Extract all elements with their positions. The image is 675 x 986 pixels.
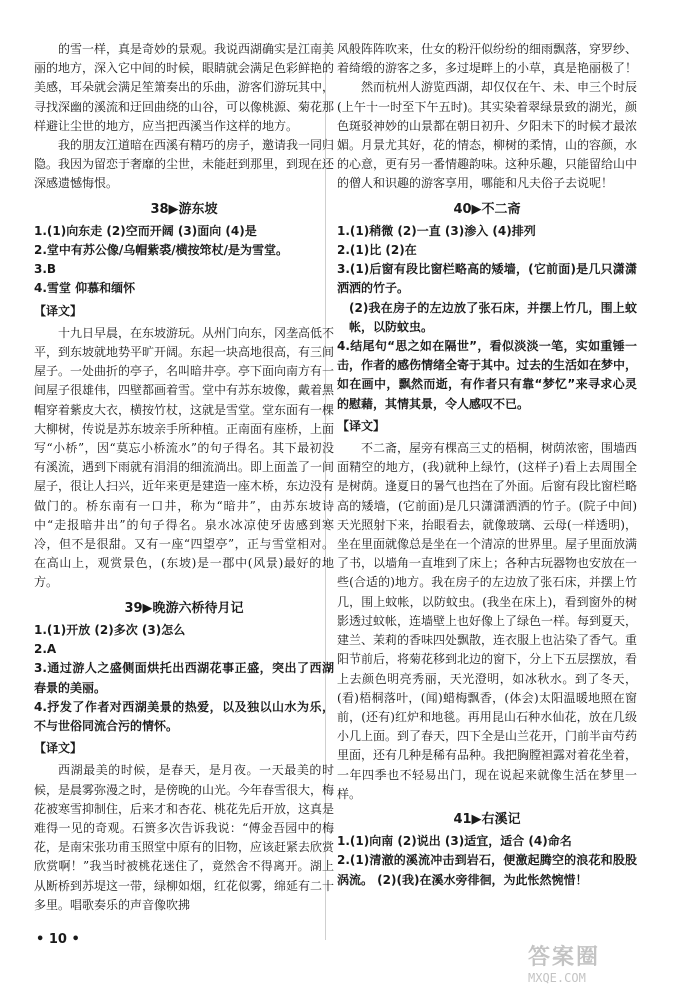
answer-line: 1.(1)向东走 (2)空而开阔 (3)面向 (4)是 — [34, 223, 257, 238]
translation-tag: 【译文】 — [34, 303, 83, 318]
answer-line: 1.(1)稍微 (2)一直 (3)渗入 (4)排列 — [337, 223, 536, 238]
answer-line: 2.堂中有苏公像/乌帽紫裘/横按筇杖/是为雪堂。 — [34, 243, 289, 258]
watermark-url: MXQE.COM — [528, 971, 586, 985]
right-intro-paragraph: 风般阵阵吹来，仕女的粉汗似纷纷的细雨飘落，穿罗纱、着绮缎的游客之多，多过堤畔上的小草，真是艳丽极了！ — [337, 42, 638, 76]
answer-line: 3.B — [34, 262, 57, 277]
translation-tag: 【译文】 — [34, 741, 83, 756]
left-intro-paragraph: 的雪一样，真是奇妙的景观。我说西湖确实是江南美丽的地方，深入它中间的时候，眼睛就会满足色彩鲜艳的美感，耳朵就会满足笙箫奏出的乐曲，游客们游玩其中，寻找深幽的溪流和迂回曲绕的山谷，可以像桃源、菊花那样避让尘世的地方，应当把西溪当作这样的地方。 — [34, 42, 335, 133]
translation-paragraph: 西湖最美的时候，是春天，是月夜。一天最美的时候，是晨雾弥漫之时，是傍晚的山光。今年春雪很大，梅花被寒雪抑制住，后来才和杏花、桃花先后开放，这真是难得一见的奇观。石篑多次告诉我说：“傅金吾园中的梅花，是南宋张功甫玉照堂中原有的旧物，应该赶紧去欣赏欣赏啊！”我当时被桃花迷住了，竟然舍不得离开。湖上从断桥到苏堤这一带，绿柳如烟，红花似雾，绵延有二十多里。唱歌奏乐的声音像吹拂 — [34, 763, 335, 912]
section-41-title: 41▶右溪记 — [453, 811, 521, 827]
answer-line: 4.抒发了作者对西湖美景的热爱，以及独以山水为乐，不与世俗同流合污的情怀。 — [34, 699, 334, 733]
answer-line: (2)我在房子的左边放了张石床，并摆上竹几，围上蚊帐，以防蚊虫。 — [349, 300, 637, 334]
answer-line: 4.雪堂 仰慕和缅怀 — [34, 281, 136, 296]
watermark-title: 答案圈 — [528, 945, 601, 970]
answer-line: 2.(1)清澈的溪流冲击到岩石，便激起腾空的浪花和股股涡流。 (2)(我)在溪水旁徘徊，为此怅然惋惜！ — [337, 853, 637, 887]
section-38-title: 38▶游东坡 — [150, 201, 218, 217]
section-40-title: 40▶不二斋 — [453, 201, 521, 217]
translation-tag: 【译文】 — [337, 418, 386, 433]
right-intro-paragraph: 然而杭州人游览西湖，却仅仅在午、未、申三个时辰(上午十一时至下午五时)。其实染着翠绿景致的湖光，颜色斑驳神妙的山景都在朝日初升、夕阳未下的时候才最浓媚。月景尤其好，花的情态，柳树的柔情，山的容颜，水的心意，更有另一番情趣韵味。这种乐趣，只能留给山中的僧人和识趣的游客享用，哪能和凡夫俗子去说呢！ — [337, 80, 638, 191]
answer-line: 3.通过游人之盛侧面烘托出西湖花事正盛，突出了西湖春景的美丽。 — [34, 661, 334, 695]
right-column — [337, 40, 637, 890]
left-column — [34, 40, 334, 915]
watermark-logo — [528, 940, 648, 985]
answer-line: 2.A — [34, 642, 57, 657]
answer-line: 3.(1)后窗有段比窗栏略高的矮墙，(它前面)是几只潇潇洒洒的竹子。 — [337, 262, 637, 296]
answer-line: 1.(1)开放 (2)多次 (3)怎么 — [34, 622, 186, 637]
left-intro-paragraph: 我的朋友江道暗在西溪有精巧的房子，邀请我一同归隐。我因为留恋于奢靡的尘世，未能赶到那里，到现在还深感遗憾悔恨。 — [34, 138, 335, 191]
section-39-title: 39▶晚游六桥待月记 — [124, 600, 244, 616]
translation-paragraph: 十九日早晨，在东坡游玩。从州门向东，冈垄高低不平，到东坡就地势平旷开阔。东起一块高地很高，有三间屋子。一处曲折的亭子，名叫暗井亭。亭下面向南方有一间屋子很雄伟，四壁都画着雪。堂中有苏东坡像，戴着黑帽穿着紫皮大衣，横按竹杖，这就是雪堂。堂东面有一棵大柳树，传说是苏东坡亲手所种植。正南面有座桥，上面写“小桥”，因“莫忘小桥流水”的句子得名。其下最初没有溪流，遇到下雨就有涓涓的细流淌出。即上面盖了一间屋子，很让人扫兴，近年来更是建造一座木桥，东边没有做门的。桥东南有一口井，称为“暗井”，由苏东坡诗中“走报暗井出”的句子得名。泉水冰凉使牙齿感到寒冷，但不是很甜。又有一座“四望亭”，正与雪堂相对。在高山上，观赏景色，(东坡)是一郡中(风景)最好的地方。 — [34, 325, 335, 590]
page-number: • 10 • — [36, 932, 80, 947]
translation-paragraph: 不二斋，屋旁有棵高三丈的梧桐，树荫浓密，围墙西面精空的地方，(我)就种上绿竹，(这样子)看上去周围全是树荫。逢夏日的暑气也挡在了外面。后窗有段比窗栏略高的矮墙，(它前面)是几只潇潇洒洒的竹子。(院子中间)天光照射下来，抬眼看去，就像玻璃、云母(一样透明)，坐在里面就像总是坐在一个清凉的世界里。屋子里面放满了书，以墙角一直堆到了床上；各种古玩器物也安放在一些(合适的)地方。我在房子的左边放了张石床，并摆上竹几，围上蚊帐，以防蚊虫。(我坐在床上)，看到窗外的树影透过蚊帐，连墙壁上也好像上了绿色一样。每到夏天，建兰、茉莉的香味四处飘散，连衣服上也沾染了香气。重阳节前后，将菊花移到北边的窗下，分上下五层摆放，看上去颜色明亮秀丽，天光澄明，如冰秋水。到了冬天，(看)梧桐落叶，(闻)蜡梅飘香，(体会)太阳温暖地照在窗前，(还有)红炉和地毯。再用昆山石种水仙花，放在几级小几上面。到了春天，四下全是山兰花开，门前半亩芍药里面，还有几种是稀有品种。我把胸膛袒露对着花坐着，一年四季也不轻易出门，现在说起来就像生活在梦里一样。 — [337, 441, 638, 801]
answer-line: 1.(1)向南 (2)说出 (3)适宜，适合 (4)命名 — [337, 834, 572, 849]
answer-line: 4.结尾句“思之如在隔世”，看似淡淡一笔，实如重锤一击，作者的感伤情绪全寄于其中。过去的生活如在梦中，如在画中，飘然而逝，有作者只有靠“梦忆”来寻求心灵的慰藉，其情其景，令人感叹不已。 — [337, 339, 638, 411]
answer-line: 2.(1)比 (2)在 — [337, 243, 417, 258]
